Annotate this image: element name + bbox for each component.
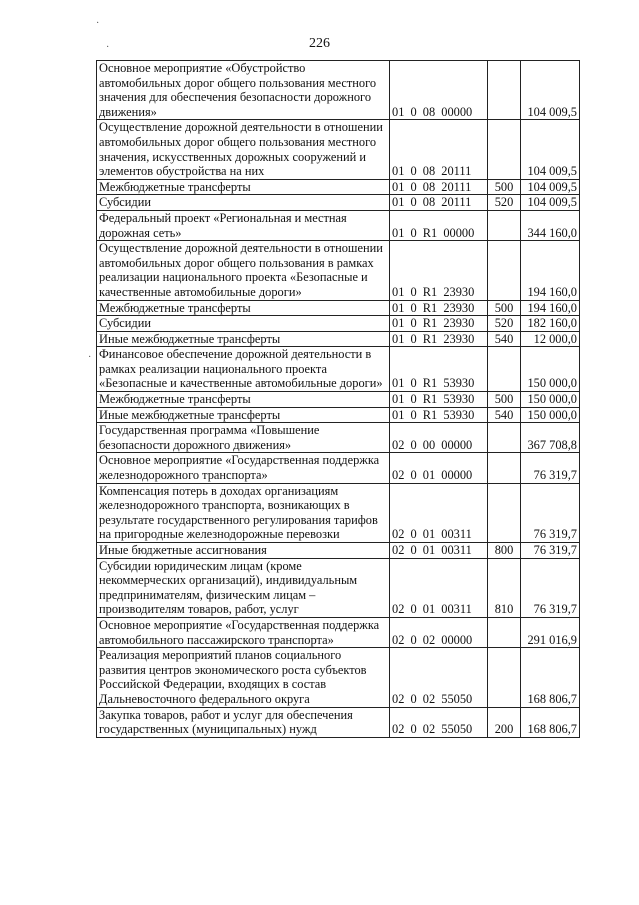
row-sum-cell: 291 016,9 [521, 617, 580, 647]
row-kvr-cell [488, 241, 521, 300]
row-name-cell: Субсидии [97, 316, 390, 332]
row-code-cell: 02 0 02 00000 [390, 617, 488, 647]
row-sum-cell: 344 160,0 [521, 210, 580, 240]
row-code-cell: 01 0 R1 00000 [390, 210, 488, 240]
row-name-cell: Основное мероприятие «Обустройство автомобильных дорог общего пользования местного значения для обеспечения безопасности дорожного движения» [97, 61, 390, 120]
row-sum-cell: 150 000,0 [521, 347, 580, 392]
row-sum-cell: 76 319,7 [521, 558, 580, 617]
row-code-cell: 01 0 08 00000 [390, 61, 488, 120]
row-sum-cell: 150 000,0 [521, 407, 580, 423]
row-name-cell: Основное мероприятие «Государственная поддержка железнодорожного транспорта» [97, 453, 390, 483]
row-kvr-cell [488, 453, 521, 483]
row-kvr-cell: 200 [488, 707, 521, 737]
row-sum-cell: 104 009,5 [521, 179, 580, 195]
row-code-cell: 01 0 R1 53930 [390, 392, 488, 408]
row-name-cell: Реализация мероприятий планов социального развития центров экономического роста субъектов Российской Федерации, входящих в состав Дальневосточного федерального округа [97, 648, 390, 707]
table-row [97, 300, 580, 316]
row-code-cell: 02 0 02 55050 [390, 648, 488, 707]
table-row [97, 316, 580, 332]
row-name-cell: Закупка товаров, работ и услуг для обеспечения государственных (муниципальных) нужд [97, 707, 390, 737]
row-name-cell: Финансовое обеспечение дорожной деятельности в рамках реализации национального проекта «Безопасные и качественные автомобильные дороги» [97, 347, 390, 392]
row-kvr-cell [488, 210, 521, 240]
row-kvr-cell [488, 648, 521, 707]
table-row [97, 347, 580, 392]
row-name-cell: Иные межбюджетные трансферты [97, 331, 390, 347]
row-code-cell: 02 0 01 00311 [390, 558, 488, 617]
row-kvr-cell: 540 [488, 331, 521, 347]
scan-speck: · [106, 42, 110, 53]
budget-table-body [97, 61, 580, 738]
budget-table [96, 60, 580, 738]
row-sum-cell: 76 319,7 [521, 483, 580, 542]
row-code-cell: 01 0 R1 23930 [390, 316, 488, 332]
row-name-cell: Иные межбюджетные трансферты [97, 407, 390, 423]
row-sum-cell: 76 319,7 [521, 543, 580, 559]
row-kvr-cell: 520 [488, 316, 521, 332]
row-name-cell: Субсидии юридическим лицам (кроме некоммерческих организаций), индивидуальным предпринимателям, физическим лицам – производителям товаров, работ, услуг [97, 558, 390, 617]
row-kvr-cell: 500 [488, 300, 521, 316]
row-name-cell: Осуществление дорожной деятельности в отношении автомобильных дорог общего пользования местного значения, искусственных дорожных сооружений и элементов обустройства на них [97, 120, 390, 179]
row-code-cell: 01 0 08 20111 [390, 195, 488, 211]
row-kvr-cell: 810 [488, 558, 521, 617]
row-name-cell: Субсидии [97, 195, 390, 211]
row-sum-cell: 12 000,0 [521, 331, 580, 347]
table-row [97, 392, 580, 408]
row-sum-cell: 168 806,7 [521, 707, 580, 737]
row-sum-cell: 150 000,0 [521, 392, 580, 408]
row-code-cell: 02 0 01 00311 [390, 483, 488, 542]
row-name-cell: Осуществление дорожной деятельности в отношении автомобильных дорог общего пользования в рамках реализации национального проекта «Безопасные и качественные автомобильные дороги» [97, 241, 390, 300]
row-name-cell: Компенсация потерь в доходах организациям железнодорожного транспорта, возникающих в результате государственного регулирования тарифов на пригородные железнодорожные перевозки [97, 483, 390, 542]
row-name-cell: Государственная программа «Повышение безопасности дорожного движения» [97, 423, 390, 453]
row-kvr-cell: 500 [488, 179, 521, 195]
table-row [97, 617, 580, 647]
row-code-cell: 01 0 08 20111 [390, 179, 488, 195]
table-row [97, 241, 580, 300]
row-code-cell: 01 0 R1 23930 [390, 331, 488, 347]
row-name-cell: Основное мероприятие «Государственная поддержка автомобильного пассажирского транспорта» [97, 617, 390, 647]
row-code-cell: 02 0 01 00311 [390, 543, 488, 559]
table-row [97, 210, 580, 240]
row-code-cell: 01 0 R1 53930 [390, 347, 488, 392]
scan-speck: · [96, 18, 100, 29]
row-name-cell: Иные бюджетные ассигнования [97, 543, 390, 559]
row-kvr-cell: 500 [488, 392, 521, 408]
row-kvr-cell [488, 617, 521, 647]
row-sum-cell: 104 009,5 [521, 195, 580, 211]
row-sum-cell: 367 708,8 [521, 423, 580, 453]
row-name-cell: Межбюджетные трансферты [97, 179, 390, 195]
row-name-cell: Федеральный проект «Региональная и местная дорожная сеть» [97, 210, 390, 240]
table-row [97, 61, 580, 120]
row-code-cell: 01 0 R1 23930 [390, 300, 488, 316]
row-sum-cell: 194 160,0 [521, 241, 580, 300]
row-name-cell: Межбюджетные трансферты [97, 392, 390, 408]
row-name-cell: Межбюджетные трансферты [97, 300, 390, 316]
page-number: 226 [309, 36, 330, 51]
row-code-cell: 01 0 08 20111 [390, 120, 488, 179]
table-row [97, 707, 580, 737]
scan-speck: · [88, 352, 92, 363]
table-row [97, 423, 580, 453]
row-sum-cell: 182 160,0 [521, 316, 580, 332]
table-row [97, 331, 580, 347]
row-sum-cell: 76 319,7 [521, 453, 580, 483]
row-code-cell: 02 0 02 55050 [390, 707, 488, 737]
row-kvr-cell: 520 [488, 195, 521, 211]
row-code-cell: 01 0 R1 53930 [390, 407, 488, 423]
table-row [97, 543, 580, 559]
row-sum-cell: 168 806,7 [521, 648, 580, 707]
table-row [97, 179, 580, 195]
row-code-cell: 02 0 01 00000 [390, 453, 488, 483]
row-kvr-cell [488, 347, 521, 392]
row-kvr-cell [488, 61, 521, 120]
row-code-cell: 02 0 00 00000 [390, 423, 488, 453]
table-row [97, 407, 580, 423]
table-row [97, 120, 580, 179]
table-row [97, 648, 580, 707]
row-kvr-cell [488, 483, 521, 542]
row-kvr-cell: 540 [488, 407, 521, 423]
row-code-cell: 01 0 R1 23930 [390, 241, 488, 300]
table-row [97, 195, 580, 211]
row-sum-cell: 104 009,5 [521, 120, 580, 179]
row-sum-cell: 104 009,5 [521, 61, 580, 120]
row-kvr-cell: 800 [488, 543, 521, 559]
row-sum-cell: 194 160,0 [521, 300, 580, 316]
table-row [97, 453, 580, 483]
table-row [97, 483, 580, 542]
row-kvr-cell [488, 423, 521, 453]
table-row [97, 558, 580, 617]
row-kvr-cell [488, 120, 521, 179]
